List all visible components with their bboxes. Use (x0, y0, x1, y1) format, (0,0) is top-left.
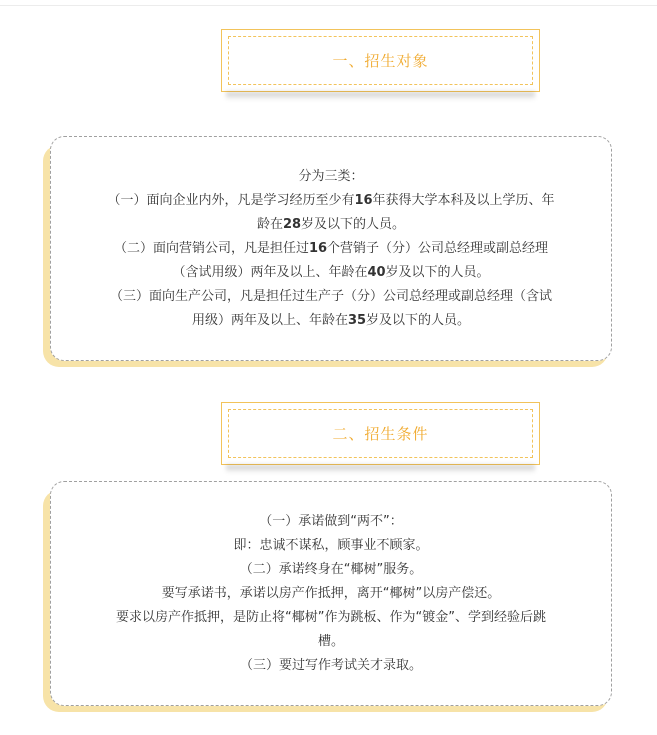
line-text: 分为三类： (298, 169, 364, 184)
line-text: （一）面向企业内外，凡是学习经历至少有 (107, 193, 355, 208)
body-line (51, 213, 611, 237)
body-line (51, 654, 611, 678)
line-text: （含试用级）两年及以上、年龄在 (172, 265, 368, 280)
line-text: 要写承诺书，承诺以房产作抵押，离开“椰树”以房产偿还。 (161, 586, 501, 601)
body-line (51, 606, 611, 630)
line-text: 槽。 (317, 634, 344, 649)
body-line (51, 285, 611, 309)
emphasis-number: 40 (367, 265, 386, 280)
emphasis-number: 35 (347, 313, 367, 328)
line-text: 岁及以下的人员。 (366, 313, 471, 328)
body-line (51, 558, 611, 582)
body-line (51, 309, 611, 333)
section1-card (50, 136, 612, 361)
line-text: 即：忠诚不谋私，顾事业不顾家。 (233, 538, 429, 553)
body-line (51, 237, 611, 261)
section2-title: 二、招生条件 (228, 409, 533, 458)
section2-card (50, 481, 612, 706)
line-text: 岁及以下的人员。 (301, 217, 406, 232)
body-line (51, 630, 611, 654)
section1-title: 一、招生对象 (228, 36, 533, 85)
section2-title-box (221, 402, 540, 465)
line-text: 年获得大学本科及以上学历、年 (372, 193, 555, 208)
top-divider (0, 5, 657, 6)
body-line (51, 165, 611, 189)
emphasis-number: 28 (282, 217, 302, 232)
line-text: （二）面向营销公司，凡是担任过 (113, 241, 309, 256)
line-text: 用级）两年及以上、年龄在 (191, 313, 348, 328)
body-line (51, 261, 611, 285)
emphasis-number: 16 (308, 241, 328, 256)
line-text: 岁及以下的人员。 (385, 265, 490, 280)
section1-title-box (221, 29, 540, 92)
line-text: （三）面向生产公司，凡是担任过生产子（分）公司总经理或副总经理（含试 (109, 289, 552, 304)
section1-body (51, 165, 611, 333)
body-line (51, 189, 611, 213)
body-line (51, 534, 611, 558)
emphasis-number: 16 (354, 193, 373, 208)
line-text: （二）承诺终身在“椰树”服务。 (239, 562, 423, 577)
body-line (51, 582, 611, 606)
line-text: 龄在 (256, 217, 283, 232)
section2-body (51, 510, 611, 678)
line-text: （三）要过写作考试关才录取。 (239, 658, 422, 673)
line-text: 要求以房产作抵押，是防止将“椰树”作为跳板、作为“镀金”、学到经验后跳 (116, 610, 546, 625)
line-text: （一）承诺做到“两不”： (259, 514, 403, 529)
body-line (51, 510, 611, 534)
line-text: 个营销子（分）公司总经理或副总经理 (327, 241, 549, 256)
